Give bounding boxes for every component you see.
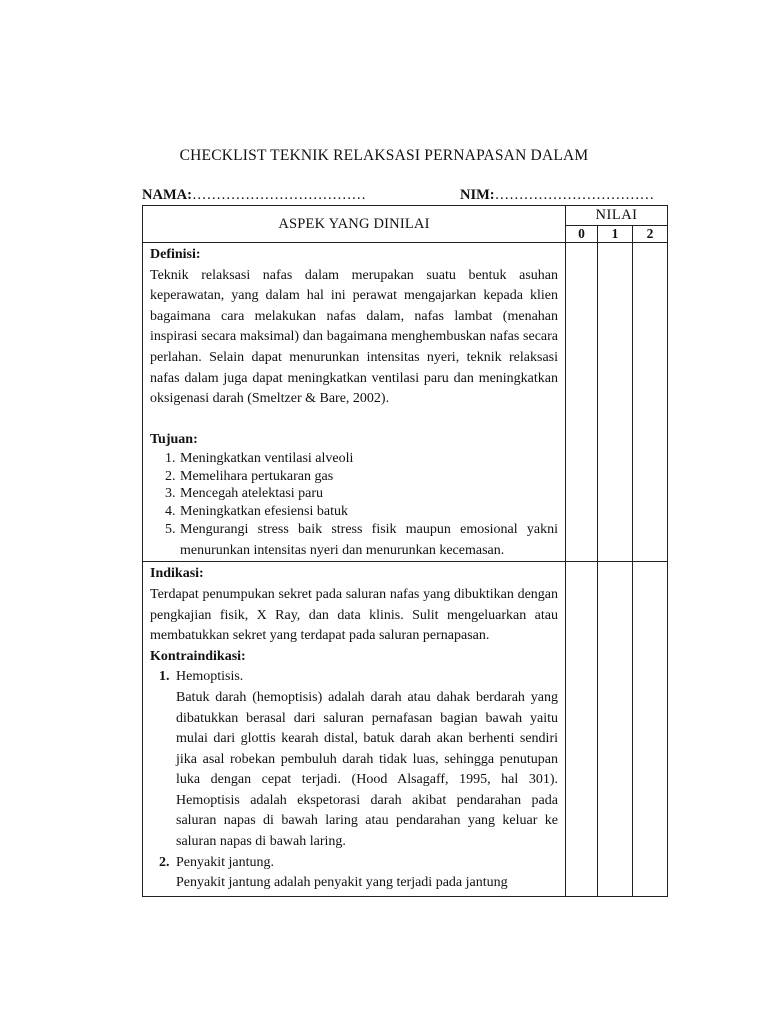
nama-field — [142, 187, 366, 204]
score-1-checkbox[interactable] — [598, 562, 633, 897]
nama-dots: ……………………………… — [191, 187, 366, 203]
list-item: 3. Mencegah atelektasi paru — [179, 485, 558, 503]
kontra-item-desc: Penyakit jantung adalah penyakit yang terjadi pada jantung — [176, 875, 508, 891]
score-1-checkbox[interactable] — [598, 243, 633, 562]
score-0-checkbox[interactable] — [566, 243, 598, 562]
nim-dots: …………………………… — [494, 187, 655, 203]
kontra-item-title: 1. Hemoptisis. — [176, 669, 244, 685]
score-2-checkbox[interactable] — [633, 562, 668, 897]
list-item: 4. Meningkatkan efesiensi batuk — [179, 503, 558, 521]
table-row — [143, 243, 668, 562]
nama-label: NAMA: — [142, 187, 192, 203]
kontraindikasi-label: Kontraindikasi: — [150, 648, 246, 664]
definisi-text: Teknik relaksasi nafas dalam merupakan suatu bentuk asuhan keperawatan, yang dalam hal ini perawat mengajarkan kepada klien bagaimana cara melakukan nafas dalam, nafas lambat (menahan inspirasi secara maksimal) dan bagaimana menghembuskan nafas secara perlahan. Selain dapat menurunkan intensitas nyeri, teknik relaksasi nafas dalam juga dapat meningkatkan ventilasi paru dan meningkatkan oksigenasi darah (Smeltzer & Bare, 2002). — [150, 267, 558, 407]
header-nilai: NILAI — [566, 206, 668, 226]
score-0-header: 0 — [566, 226, 598, 243]
score-0-checkbox[interactable] — [566, 562, 598, 897]
page-title: CHECKLIST TEKNIK RELAKSASI PERNAPASAN DALAM — [179, 147, 589, 164]
list-item: 1. Meningkatkan ventilasi alveoli — [179, 450, 558, 468]
nim-label: NIM: — [460, 187, 495, 203]
header-aspek: ASPEK YANG DINILAI — [143, 206, 566, 243]
definisi-label: Definisi: — [150, 247, 201, 262]
table-row — [143, 562, 668, 897]
kontraindikasi-list — [150, 667, 558, 894]
aspect-cell-indikasi — [143, 562, 566, 897]
list-item — [173, 667, 558, 852]
list-item — [173, 853, 558, 894]
score-2-checkbox[interactable] — [633, 243, 668, 562]
list-item: 2. Memelihara pertukaran gas — [179, 468, 558, 486]
score-2-header: 2 — [633, 226, 668, 243]
list-item: 5. Mengurangi stress baik stress fisik maupun emosional yakni menurunkan intensitas nyeri dan menurunkan kecemasan. — [179, 520, 558, 561]
kontra-item-desc: Batuk darah (hemoptisis) adalah darah atau dahak berdarah yang dibatukkan berasal dari saluran pernafasan bagian bawah yaitu mulai dari glottis kearah distal, batuk darah akan berhenti sendiri jika asal robekan pembuluh darah tidak luas, sehingga penutupan luka dengan cepat terjadi. (Hood Alsagaff, 1995, hal 301). Hemoptisis adalah ekspetorasi darah akibat pendarahan pada saluran napas di bawah laring atau pendarahan yang keluar ke saluran napas di bawah laring. — [176, 689, 558, 850]
table-header-row — [143, 206, 668, 226]
checklist-table — [142, 205, 668, 897]
kontra-item-title: 2. Penyakit jantung. — [176, 854, 274, 870]
tujuan-label: Tujuan: — [150, 431, 198, 447]
nim-field — [460, 187, 654, 204]
aspect-cell-definisi — [143, 243, 566, 562]
indikasi-text: Terdapat penumpukan sekret pada saluran nafas yang dibuktikan dengan pengkajian fisik, X Ray, dan data klinis. Sulit mengeluarkan atau membatukkan sekret yang terdapat pada saluran pernapasan. — [150, 586, 558, 644]
tujuan-list — [150, 450, 558, 561]
score-1-header: 1 — [598, 226, 633, 243]
indikasi-label: Indikasi: — [150, 566, 204, 582]
